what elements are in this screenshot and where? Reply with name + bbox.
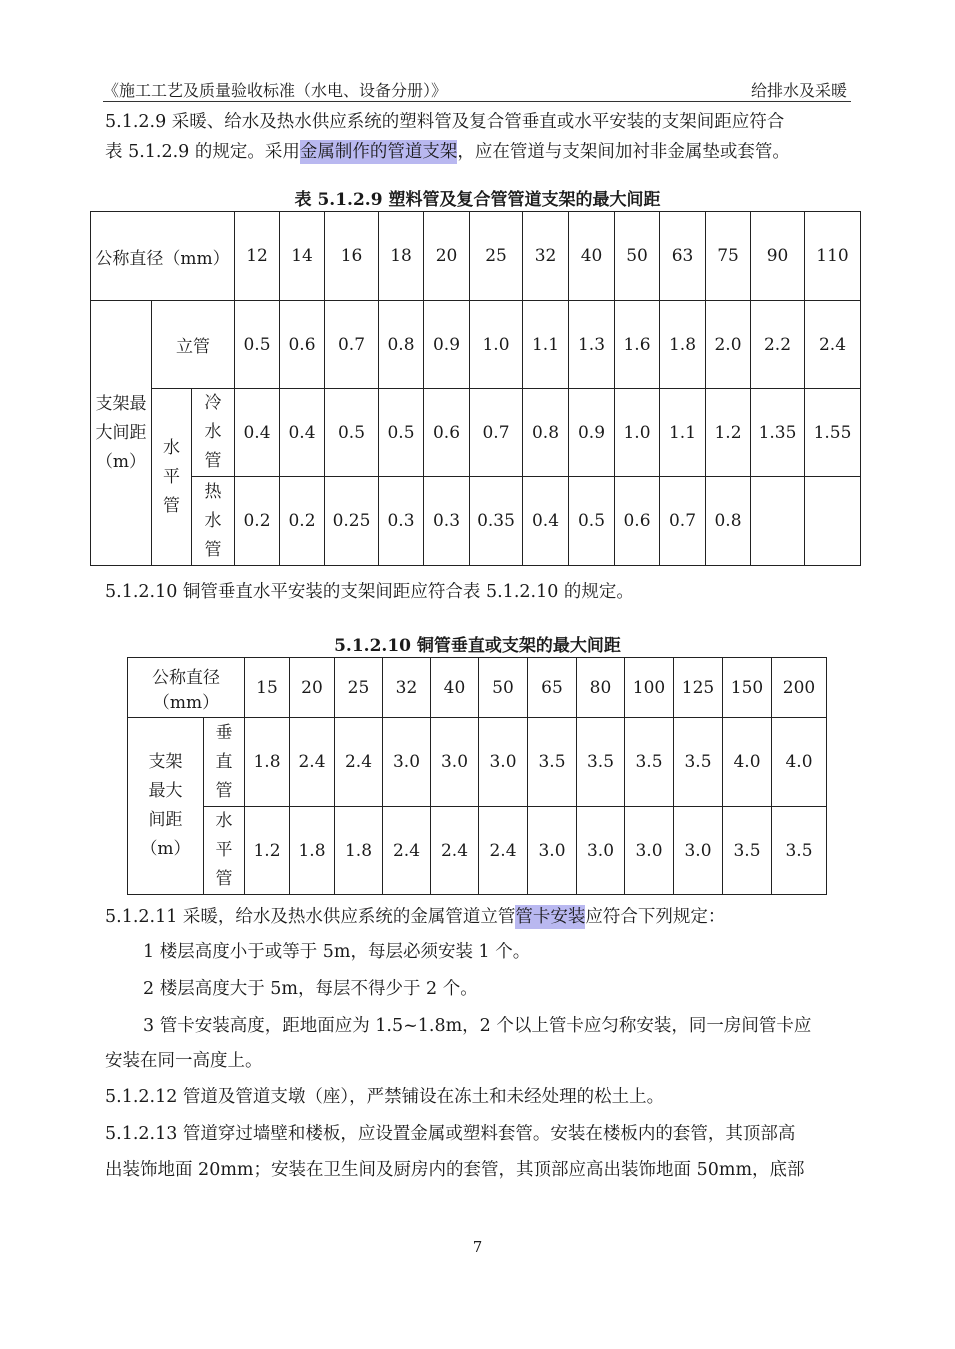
para-5129-line2 xyxy=(105,138,790,163)
page-number: 7 xyxy=(472,1238,483,1256)
table2-cell: 2.4 xyxy=(479,807,528,895)
table1-cell: 0.6 xyxy=(280,301,325,389)
table2-cell: 3.0 xyxy=(625,807,674,895)
table1-cell xyxy=(805,477,861,566)
table1-dia: 40 xyxy=(569,212,615,301)
table2-cell: 1.8 xyxy=(290,807,335,895)
table1-cell: 0.7 xyxy=(660,477,706,566)
table1-cell: 0.9 xyxy=(424,301,470,389)
table1-cell: 1.3 xyxy=(569,301,615,389)
table1-cell xyxy=(751,477,805,566)
table1-dia: 12 xyxy=(235,212,280,301)
table2-caption: 5.1.2.10 铜管垂直或支架的最大间距 xyxy=(334,636,621,656)
table1-header-row xyxy=(91,212,861,301)
para-51212: 5.1.2.12 管道及管道支墩（座），严禁铺设在冻土和未经处理的松土上。 xyxy=(105,1087,665,1107)
table2-cell: 3.0 xyxy=(674,807,723,895)
table2-dia: 150 xyxy=(723,658,772,718)
table2-cell: 3.5 xyxy=(723,807,772,895)
table1-group-label: 支架最 大间距 （m） xyxy=(91,301,152,566)
table1-cell: 1.8 xyxy=(660,301,706,389)
table1-dia: 32 xyxy=(523,212,569,301)
table1-dia: 18 xyxy=(379,212,424,301)
table2-dia: 65 xyxy=(528,658,577,718)
table2-group-label: 支架 最大 间距 （m） xyxy=(128,718,204,895)
table1-cell: 1.0 xyxy=(470,301,523,389)
header-left: 《施工工艺及质量验收标准（水电、设备分册）》 xyxy=(103,81,448,100)
table2-cell: 3.0 xyxy=(577,807,625,895)
table2-cell: 3.0 xyxy=(479,718,528,807)
table1-cell: 0.2 xyxy=(235,477,280,566)
table1-cell: 0.4 xyxy=(280,389,325,477)
table1-cell: 1.35 xyxy=(751,389,805,477)
table1-horizontal-label: 水 平 管 xyxy=(152,389,192,566)
table2-horizontal-row xyxy=(128,807,827,895)
table2-cell: 2.4 xyxy=(383,807,431,895)
table2-cell: 3.0 xyxy=(383,718,431,807)
table2-dia: 80 xyxy=(577,658,625,718)
table1-cell: 0.4 xyxy=(235,389,280,477)
table2-cell: 3.5 xyxy=(674,718,723,807)
table1-dia: 50 xyxy=(615,212,660,301)
table1-vertical-label: 立管 xyxy=(152,301,235,389)
table2-cell: 2.4 xyxy=(431,807,479,895)
table2-header-label: 公称直径 （mm） xyxy=(128,658,245,718)
table1-hot-label: 热 水 管 xyxy=(192,477,235,566)
table1-cell: 0.5 xyxy=(569,477,615,566)
para-5129-line1: 5.1.2.9 采暖、给水及热水供应系统的塑料管及复合管垂直或水平安装的支架间距应符合 xyxy=(105,112,785,132)
table1-cell: 2.0 xyxy=(706,301,751,389)
table1-cell: 0.8 xyxy=(706,477,751,566)
table1-cell: 0.9 xyxy=(569,389,615,477)
table2-header-row xyxy=(128,658,827,718)
table2-dia: 20 xyxy=(290,658,335,718)
table1-cell: 1.2 xyxy=(706,389,751,477)
list-item-1: 1 楼层高度小于或等于 5m，每层必须安装 1 个。 xyxy=(143,942,531,962)
table1-hot-row xyxy=(91,477,861,566)
table1-dia: 90 xyxy=(751,212,805,301)
table2-cell: 1.8 xyxy=(245,718,290,807)
table2-cell: 1.8 xyxy=(335,807,383,895)
table1-cell: 1.1 xyxy=(523,301,569,389)
table1-cell: 0.4 xyxy=(523,477,569,566)
table1-cell: 0.8 xyxy=(379,301,424,389)
table1-cell: 0.5 xyxy=(379,389,424,477)
table2-horizontal-label: 水 平 管 xyxy=(204,807,245,895)
list-item-2: 2 楼层高度大于 5m，每层不得少于 2 个。 xyxy=(143,979,478,999)
table1-cell: 1.55 xyxy=(805,389,861,477)
table1-caption: 表 5.1.2.9 塑料管及复合管管道支架的最大间距 xyxy=(294,190,661,210)
table1-dia: 14 xyxy=(280,212,325,301)
table2-dia: 200 xyxy=(772,658,827,718)
header-right: 给排水及采暖 xyxy=(750,81,847,100)
para-51211-text-b: 应符合下列规定： xyxy=(585,907,726,927)
table2-dia: 100 xyxy=(625,658,674,718)
table1-cell: 0.2 xyxy=(280,477,325,566)
list-item-3-line1: 3 管卡安装高度，距地面应为 1.5~1.8m，2 个以上管卡应匀称安装，同一房间管卡应 xyxy=(143,1016,812,1036)
table1-dia: 20 xyxy=(424,212,470,301)
table2-dia: 40 xyxy=(431,658,479,718)
table1-dia: 25 xyxy=(470,212,523,301)
table1-cell: 0.6 xyxy=(424,389,470,477)
table2-dia: 32 xyxy=(383,658,431,718)
table1-cell: 0.5 xyxy=(235,301,280,389)
table2-cell: 3.5 xyxy=(577,718,625,807)
table2-dia: 15 xyxy=(245,658,290,718)
table-copper-pipe-support-spacing xyxy=(127,657,827,895)
para-51213-line1: 5.1.2.13 管道穿过墙壁和楼板，应设置金属或塑料套管。安装在楼板内的套管，其顶部高 xyxy=(105,1124,796,1144)
table1-cell: 2.4 xyxy=(805,301,861,389)
list-item-3-line2: 安装在同一高度上。 xyxy=(105,1051,263,1071)
table2-dia: 50 xyxy=(479,658,528,718)
para-5129-text-a: 表 5.1.2.9 的规定。采用 xyxy=(105,142,300,162)
table1-cell: 2.2 xyxy=(751,301,805,389)
table1-dia: 75 xyxy=(706,212,751,301)
table1-cell: 0.7 xyxy=(325,301,379,389)
table1-header-label: 公称直径（mm） xyxy=(91,212,235,301)
para-51211-text-a: 5.1.2.11 采暖，给水及热水供应系统的金属管道立管 xyxy=(105,907,516,927)
table1-cell: 0.8 xyxy=(523,389,569,477)
para-51213-line2: 出装饰地面 20mm；安装在卫生间及厨房内的套管，其顶部应高出装饰地面 50mm，底部 xyxy=(105,1160,805,1180)
para-51210: 5.1.2.10 铜管垂直水平安装的支架间距应符合表 5.1.2.10 的规定。 xyxy=(105,582,634,602)
table1-cell: 1.0 xyxy=(615,389,660,477)
table1-cell: 0.5 xyxy=(325,389,379,477)
table1-cell: 0.7 xyxy=(470,389,523,477)
table1-cell: 1.6 xyxy=(615,301,660,389)
header-rule xyxy=(103,101,851,102)
table1-cell: 1.1 xyxy=(660,389,706,477)
table2-cell: 1.2 xyxy=(245,807,290,895)
table2-cell: 4.0 xyxy=(723,718,772,807)
table2-cell: 3.0 xyxy=(431,718,479,807)
table2-cell: 3.0 xyxy=(528,807,577,895)
table2-vertical-label: 垂 直 管 xyxy=(204,718,245,807)
table1-cell: 0.3 xyxy=(379,477,424,566)
table1-dia: 63 xyxy=(660,212,706,301)
table1-cold-label: 冷 水 管 xyxy=(192,389,235,477)
table-plastic-pipe-support-spacing xyxy=(90,211,861,566)
highlight-pipe-clamp: 管卡安装 xyxy=(515,907,586,927)
table1-dia: 110 xyxy=(805,212,861,301)
table1-dia: 16 xyxy=(325,212,379,301)
table2-dia: 125 xyxy=(674,658,723,718)
table2-cell: 4.0 xyxy=(772,718,827,807)
table2-cell: 2.4 xyxy=(290,718,335,807)
table1-cell: 0.6 xyxy=(615,477,660,566)
table1-cell: 0.3 xyxy=(424,477,470,566)
table1-cell: 0.25 xyxy=(325,477,379,566)
para-51211 xyxy=(105,903,725,928)
table2-cell: 3.5 xyxy=(625,718,674,807)
table2-cell: 3.5 xyxy=(772,807,827,895)
table2-dia: 25 xyxy=(335,658,383,718)
table1-cell: 0.35 xyxy=(470,477,523,566)
table1-vertical-row xyxy=(91,301,861,389)
table2-cell: 3.5 xyxy=(528,718,577,807)
highlight-metal-support: 金属制作的管道支架 xyxy=(299,142,458,162)
table2-cell: 2.4 xyxy=(335,718,383,807)
table2-vertical-row xyxy=(128,718,827,807)
table1-cold-row xyxy=(91,389,861,477)
para-5129-text-b: ，应在管道与支架间加衬非金属垫或套管。 xyxy=(457,142,790,162)
